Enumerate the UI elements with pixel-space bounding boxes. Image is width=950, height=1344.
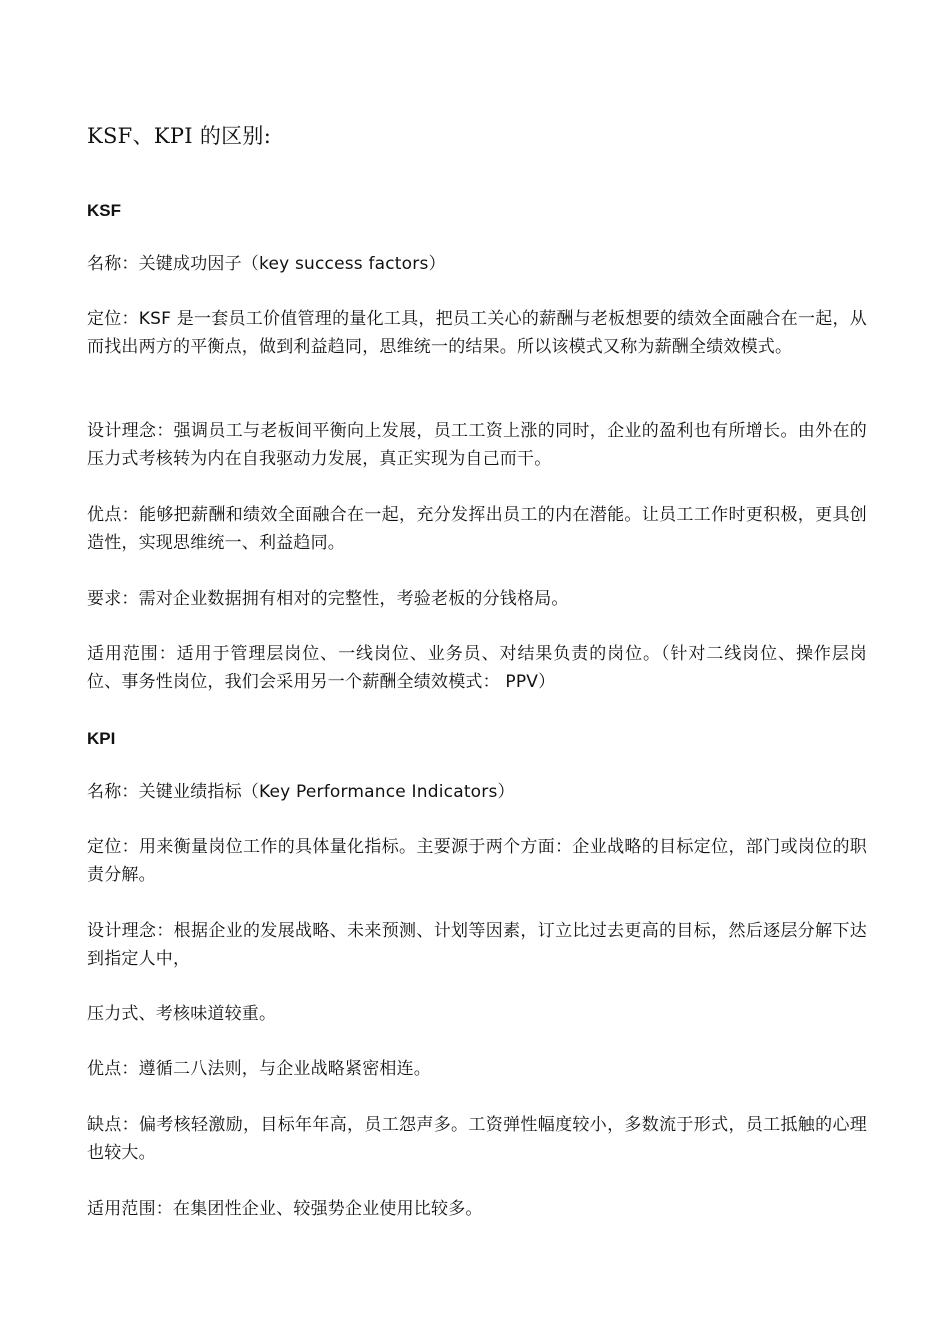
kpi-positioning-paragraph: 定位：用来衡量岗位工作的具体量化指标。主要源于两个方面：企业战略的目标定位，部门或岗位的职责分解。: [87, 837, 867, 885]
ksf-design-paragraph: 设计理念：强调员工与老板间平衡向上发展，员工工资上涨的同时，企业的盈利也有所增长。由外在的压力式考核转为内在自我驱动力发展，真正实现为自己而干。: [87, 421, 867, 469]
ksf-advantages-paragraph: 优点：能够把薪酬和绩效全面融合在一起，充分发挥出员工的内在潜能。让员工工作时更积极，更具创造性，实现思维统一、利益趋同。: [87, 505, 867, 553]
kpi-disadvantages-paragraph: 缺点：偏考核轻激励，目标年年高，员工怨声多。工资弹性幅度较小，多数流于形式，员工抵触的心理也较大。: [87, 1115, 867, 1163]
ksf-positioning-paragraph: 定位：KSF 是一套员工价值管理的量化工具，把员工关心的薪酬与老板想要的绩效全面融合在一起，从而找出两方的平衡点，做到利益趋同，思维统一的结果。所以该模式又称为薪酬全绩效模式。: [87, 309, 867, 357]
kpi-advantages-paragraph: 优点：遵循二八法则，与企业战略紧密相连。: [87, 1059, 431, 1079]
kpi-design-continuation-paragraph: 压力式、考核味道较重。: [87, 1004, 277, 1024]
kpi-design-paragraph: 设计理念：根据企业的发展战略、未来预测、计划等因素，订立比过去更高的目标，然后逐层分解下达到指定人中，: [87, 921, 867, 969]
kpi-name-paragraph: 名称：关键业绩指标（Key Performance Indicators）: [87, 782, 515, 802]
ksf-heading: KSF: [87, 201, 121, 220]
ksf-scope-paragraph: 适用范围：适用于管理层岗位、一线岗位、业务员、对结果负责的岗位。（针对二线岗位、操作层岗位、事务性岗位，我们会采用另一个薪酬全绩效模式： PPV）: [87, 644, 867, 692]
ksf-requirements-paragraph: 要求：需对企业数据拥有相对的完整性，考验老板的分钱格局。: [87, 589, 569, 609]
kpi-heading: KPI: [87, 729, 116, 748]
document-title: KSF、KPI 的区别:: [87, 124, 272, 148]
ksf-name-paragraph: 名称：关键成功因子（key success factors）: [87, 254, 446, 274]
kpi-scope-paragraph: 适用范围：在集团性企业、较强势企业使用比较多。: [87, 1199, 483, 1219]
